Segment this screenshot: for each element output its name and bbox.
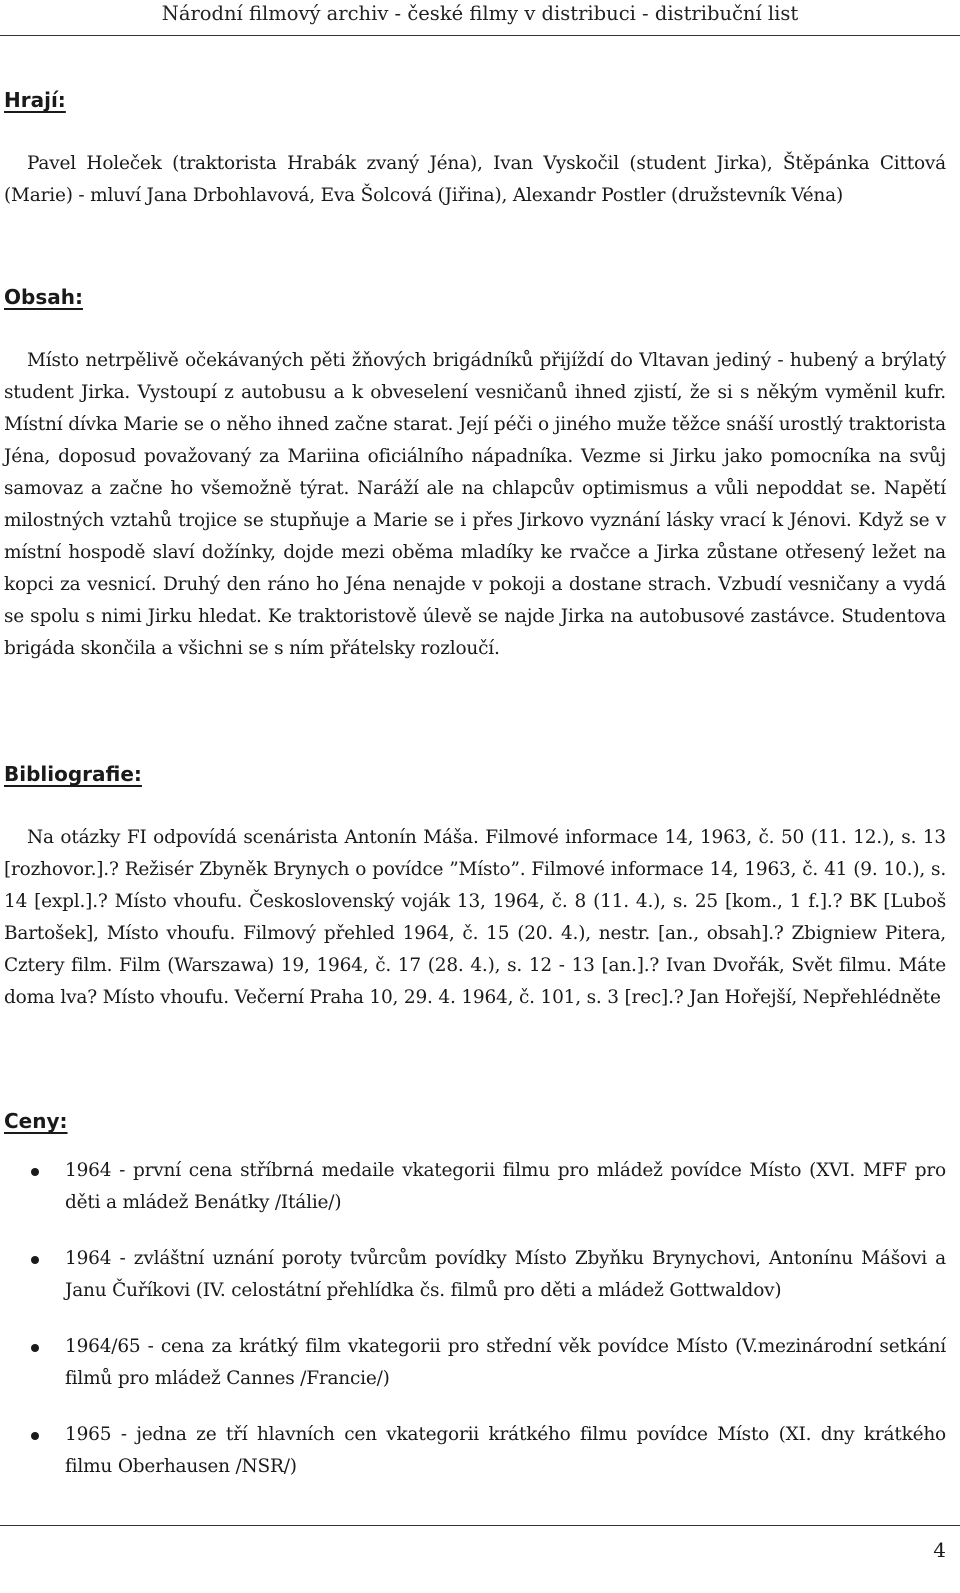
awards-list — [4, 1155, 946, 1507]
bullet-icon — [31, 1432, 39, 1440]
bullet-icon — [31, 1344, 39, 1352]
cast-text: Pavel Holeček (traktorista Hrabák zvaný Jéna), Ivan Vyskočil (student Jirka), Štěpánka Cittová (Marie) - mluví Jana Drbohlavová, Eva Šolcová (Jiřina), Alexandr Postler (družstevník Véna) — [4, 153, 946, 206]
award-item — [4, 1331, 946, 1395]
bibliography-text: Na otázky FI odpovídá scenárista Antonín Máša. Filmové informace 14, 1963, č. 50 (11. 12.), s. 13 [rozhovor.].? Režisér Zbyněk Brynych o povídce ”Místo”. Filmové informace 14, 1963, č. 41 (9. 10.), s. 14 [expl.].? Místo vhoufu. Československý voják 13, 1964, č. 8 (11. 4.), s. 25 [kom., 1 f.].? BK [Luboš Bartošek], Místo vhoufu. Filmový přehled 1964, č. 15 (20. 4.), nestr. [an., obsah].? Zbigniew Pitera, Cztery film. Film (Warszawa) 19, 1964, č. 17 (28. 4.), s. 12 - 13 [an.].? Ivan Dvořák, Svět filmu. Máte doma lva? Místo vhoufu. Večerní Praha 10, 29. 4. 1964, č. 101, s. 3 [rec].? Jan Hořejší, Nepřehlédněte — [4, 827, 946, 1008]
header-rule — [0, 35, 960, 36]
award-text: 1964/65 - cena za krátký film vkategorii pro střední věk povídce Místo (V.mezinárodní setkání filmů pro mládež Cannes /Francie/) — [65, 1336, 946, 1389]
page-number: 4 — [933, 1538, 946, 1562]
footer-rule — [0, 1525, 960, 1526]
award-item — [4, 1243, 946, 1307]
award-text: 1964 - zvláštní uznání poroty tvůrcům povídky Místo Zbyňku Brynychovi, Antonínu Mášovi a Janu Čuříkovi (IV. celostátní přehlídka čs. filmů pro děti a mládež Gottwaldov) — [65, 1248, 946, 1301]
award-text: 1965 - jedna ze tří hlavních cen vkategorii krátkého filmu povídce Místo (XI. dny krátkého filmu Oberhausen /NSR/) — [65, 1424, 946, 1477]
content-text: Místo netrpělivě očekávaných pěti žňových brigádníků přijíždí do Vltavan jediný - hubený a brýlatý student Jirka. Vystoupí z autobusu a k obveselení vesničanů ihned zjistí, že si s někým vyměnil kufr. Místní dívka Marie se o něho ihned začne starat. Její péči o jiného muže těžce snáší urostlý traktorista Jéna, doposud považovaný za Mariina oficiálního nápadníka. Vezme si Jirku jako pomocníka na svůj samovaz a začne ho všemožně týrat. Naráží ale na chlapcův optimismus a vůli nepoddat se. Napětí milostných vztahů trojice se stupňuje a Marie se i přes Jirkovo vyznání lásky vrací k Jénovi. Když se v místní hospodě slaví dožínky, dojde mezi oběma mladíky ke rvačce a Jirka zůstane otřesený ležet na kopci za vesnicí. Druhý den ráno ho Jéna nenajde v pokoji a dostane strach. Vzbudí vesničany a vydá se spolu s nimi Jirku hledat. Ke traktoristově úlevě se najde Jirka na autobusové zastávce. Studentova brigáda skončila a všichni se s ním přátelsky rozloučí. — [4, 350, 946, 659]
bibliography-heading: Bibliografie: — [4, 762, 142, 786]
award-item — [4, 1155, 946, 1219]
bullet-icon — [31, 1168, 39, 1176]
award-item — [4, 1419, 946, 1483]
running-header-title: Národní filmový archiv - české filmy v distribuci - distribuční list — [161, 2, 799, 25]
cast-heading: Hrají: — [4, 88, 66, 112]
award-text: 1964 - první cena stříbrná medaile vkategorii filmu pro mládež povídce Místo (XVI. MFF pro děti a mládež Benátky /Itálie/) — [65, 1160, 946, 1213]
bullet-icon — [31, 1256, 39, 1264]
content-heading: Obsah: — [4, 285, 83, 309]
awards-heading: Ceny: — [4, 1109, 68, 1133]
